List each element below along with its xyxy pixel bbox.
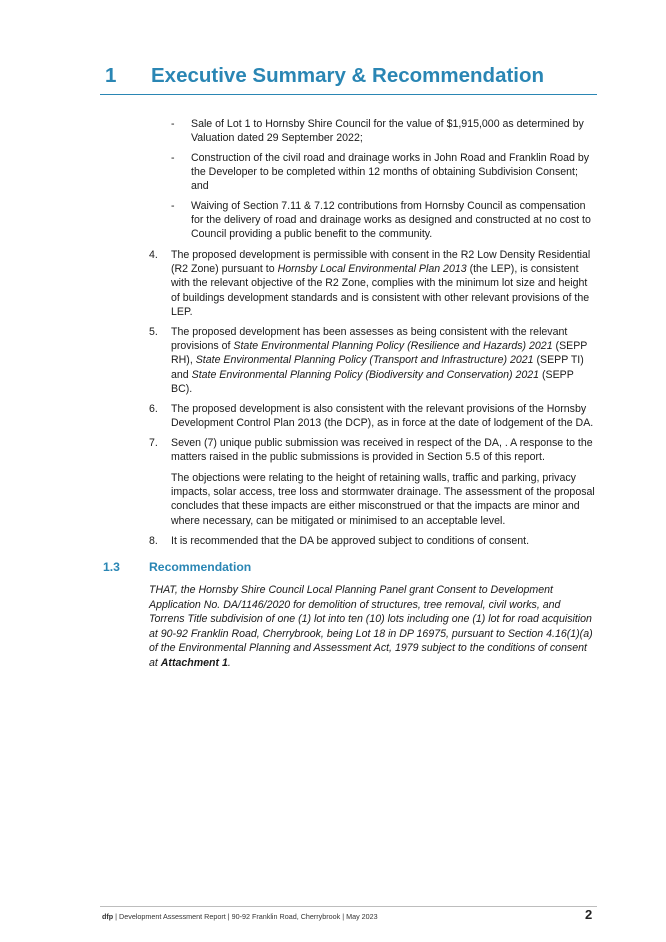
dash-item-sale: Sale of Lot 1 to Hornsby Shire Council for the value of $1,915,000 as determined by Valuation dated 29 September 2022;: [191, 118, 584, 145]
numbered-item-7: Seven (7) unique public submission was received in respect of the DA, . A response to the matters raised in the public submissions is provided in Section 5.5 of this report.: [171, 437, 593, 464]
numbered-item-7-continuation: The objections were relating to the height of retaining walls, traffic and parking, privacy impacts, solar access, tree loss and stormwater drainage. The assessment of the proposal concludes that these impacts are either misconstrued or that the impacts are minor and where necessary, can be mitigated or minimised to an acceptable level.: [171, 472, 595, 527]
numbered-item-4: The proposed development is permissible with consent in the R2 Low Density Residential (R2 Zone) pursuant to Hornsby Local Environmental Plan 2013 (the LEP), is consistent with the relevant objective of the R2 Zone, complies with the minimum lot size and height of buildings development standards and is consistent with other relevant provisions of the LEP.: [171, 249, 591, 318]
numbered-item-8: It is recommended that the DA be approved subject to conditions of consent.: [171, 535, 530, 547]
item-number: 7.: [149, 437, 158, 449]
section-heading: [100, 58, 597, 95]
dash-marker: -: [171, 118, 175, 130]
numbered-item-5: The proposed development has been assesses as being consistent with the relevant provisions of State Environmental Planning Policy (Resilience and Hazards) 2021 (SEPP RH), State Environmental Planning Policy (Transport and Infrastructure) 2021 (SEPP TI) and State Environmental Planning Policy (Biodiversity and Conservation) 2021 (SEPP BC).: [171, 326, 588, 395]
dash-marker: -: [171, 200, 175, 212]
dash-item-waiving: Waiving of Section 7.11 & 7.12 contributions from Hornsby Council as compensation for the delivery of road and drainage works as designed and constructed at no cost to Council providing a public benefit to the community.: [191, 200, 591, 241]
footer: dfp | Development Assessment Report | 90-92 Franklin Road, Cherrybrook | May 2023: [102, 912, 378, 921]
item-number: 6.: [149, 403, 158, 415]
item-number: 5.: [149, 326, 158, 338]
item-number: 4.: [149, 249, 158, 261]
footer-divider: [100, 906, 597, 907]
section-title: Executive Summary & Recommendation: [151, 64, 545, 87]
subsection-number: 1.3: [103, 560, 120, 574]
item-number: 8.: [149, 535, 158, 547]
recommendation-text: THAT, the Hornsby Shire Council Local Planning Panel grant Consent to Development Application No. DA/1146/2020 for demolition of structures, tree removal, civil works, and Torrens Title subdivision of one (1) lot into ten (10) lots including one (1) lot for road acquisition at 90-92 Franklin Road, Cherrybrook, being Lot 18 in DP 16975, pursuant to Section 4.16(1)(a) of the Environmental Planning and Assessment Act, 1979 subject to the conditions of consent at Attachment 1.: [149, 584, 593, 669]
subsection-title: Recommendation: [149, 560, 252, 574]
dash-marker: -: [171, 152, 175, 164]
dash-item-construction: Construction of the civil road and drainage works in John Road and Franklin Road by the Developer to be completed within 12 months of obtaining Subdivision Consent; and: [191, 152, 590, 193]
page-number: 2: [585, 907, 593, 922]
section-number: 1: [105, 64, 117, 87]
numbered-item-6: The proposed development is also consistent with the relevant provisions of the Hornsby Development Control Plan 2013 (the DCP), as in force at the date of lodgement of the DA.: [171, 403, 594, 430]
